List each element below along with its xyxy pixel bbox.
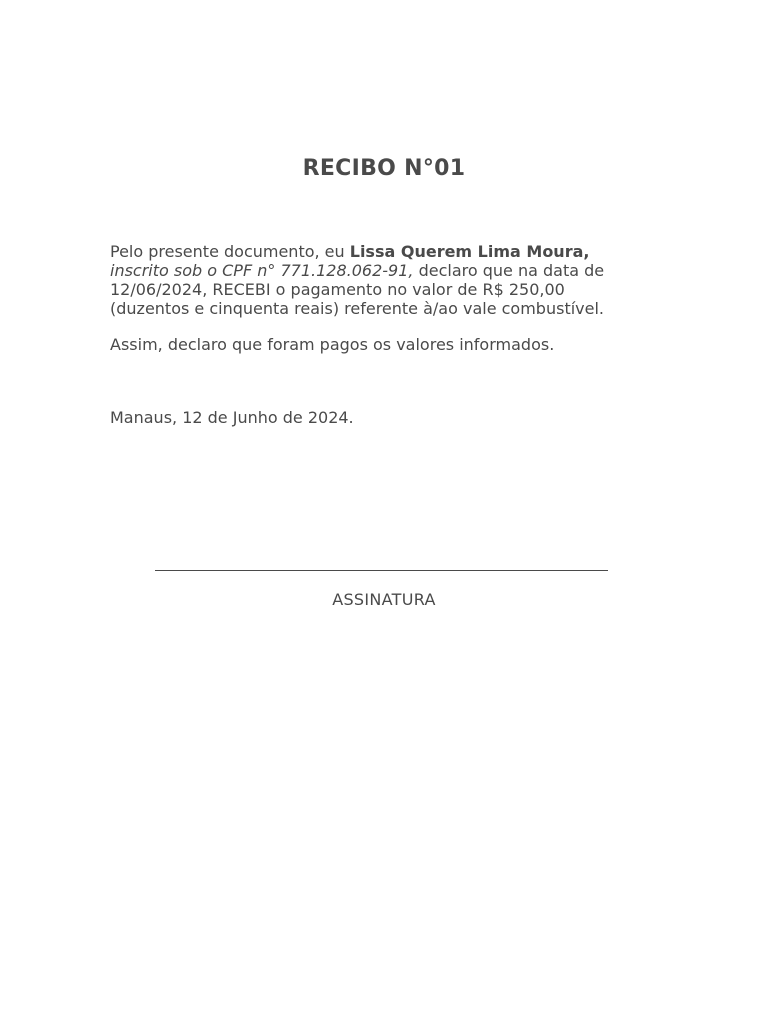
receipt-body — [110, 242, 670, 354]
signature-line — [155, 570, 608, 571]
declaration-intro: Pelo presente documento, eu — [110, 242, 350, 261]
confirmation-paragraph: Assim, declaro que foram pagos os valores informados. — [110, 335, 555, 354]
place-date: Manaus, 12 de Junho de 2024. — [110, 408, 354, 427]
declaration-line3: (duzentos e cinquenta reais) referente à/ao vale combustível. — [110, 299, 604, 318]
signature-label: ASSINATURA — [332, 590, 436, 609]
receipt-title: RECIBO N°01 — [302, 156, 466, 181]
cpf-text: inscrito sob o CPF n° 771.128.062-91, — [110, 261, 414, 280]
payee-name: Lissa Querem Lima Moura, — [349, 242, 590, 261]
declaration-line1-rest: declaro que na data de — [413, 261, 605, 280]
declaration-paragraph — [110, 242, 670, 318]
declaration-line2: 12/06/2024, RECEBI o pagamento no valor de R$ 250,00 — [110, 280, 565, 299]
